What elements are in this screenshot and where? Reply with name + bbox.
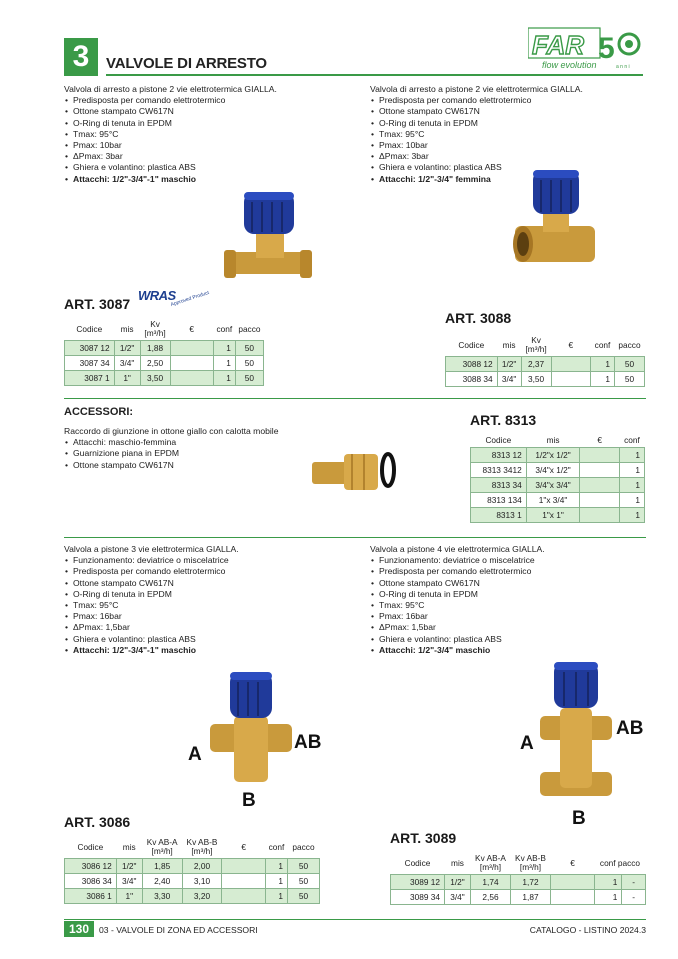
feature-item: • Ghiera e volantino: plastica ABS — [370, 634, 646, 645]
header-divider — [106, 74, 643, 76]
cell-price — [222, 889, 266, 904]
feature-item: • Ottone stampato CW617N — [64, 106, 354, 117]
cell-codice: 8313 34 — [471, 478, 527, 493]
col-header-euro: € — [568, 339, 574, 350]
cell-price — [551, 372, 590, 387]
cell-kv-ab-a: 1,85 — [142, 859, 182, 874]
feature-item: • Pmax: 16bar — [64, 611, 354, 622]
cell-codice: 3086 1 — [65, 889, 117, 904]
feature-item: • Predisposta per comando elettrotermico — [64, 566, 354, 577]
cell-price — [580, 508, 620, 523]
wras-badge-sub: Approved Product — [170, 289, 210, 309]
col-header-mis: mis — [451, 857, 464, 868]
kv-ab-a-label: Kv AB-A — [146, 837, 178, 847]
cell-pacco: - — [622, 890, 646, 905]
far-logo — [528, 22, 646, 74]
cell-kv-ab-a: 2,56 — [471, 890, 511, 905]
cell-conf: 1 — [620, 448, 645, 463]
feature-item: • Tmax: 95°C — [370, 600, 646, 611]
footer-catalog: CATALOGO - LISTINO 2024.3 — [529, 925, 646, 935]
cell-pacco: 50 — [235, 356, 263, 371]
feature-item: • Funzionamento: deviatrice o miscelatrice — [370, 555, 646, 566]
kv-unit: [m³/h] — [519, 862, 542, 872]
table-row — [391, 875, 646, 890]
cell-kv-ab-a: 3,30 — [142, 889, 182, 904]
cell-kv: 2,50 — [140, 356, 170, 371]
page-title: VALVOLE DI ARRESTO — [106, 55, 267, 72]
kv-unit: [m³/h] — [191, 846, 213, 856]
feature-item: • O-Ring di tenuta in EPDM — [370, 118, 646, 129]
art3088-title: ART. 3088 — [445, 310, 512, 326]
table-row — [471, 448, 645, 463]
col-header-kv-ab-a — [142, 836, 182, 859]
feature-item: • Ghiera e volantino: plastica ABS — [370, 162, 646, 173]
section-divider — [64, 537, 646, 538]
col-header-codice: Codice — [404, 857, 431, 868]
table-row — [65, 889, 320, 904]
cell-conf: 1 — [595, 890, 622, 905]
feature-item: • Tmax: 95°C — [64, 129, 354, 140]
cell-price — [580, 478, 620, 493]
cell-codice: 3088 34 — [446, 372, 498, 387]
cell-conf: 1 — [213, 371, 235, 386]
port-label-ab: AB — [616, 718, 644, 739]
col-header-codice: Codice — [76, 323, 103, 334]
cell-kv: 2,37 — [521, 357, 551, 372]
cell-conf: 1 — [213, 356, 235, 371]
cell-mis: 3/4" — [445, 890, 471, 905]
cell-price — [170, 341, 213, 356]
feature-item: • O-Ring di tenuta in EPDM — [370, 589, 646, 600]
table-row — [471, 463, 645, 478]
cell-mis: 1" — [116, 889, 142, 904]
art3086-description — [64, 544, 354, 656]
art3088-intro: Valvola di arresto a pistone 2 vie elettrotermica GIALLA. — [370, 84, 583, 94]
cell-mis: 3/4" — [116, 874, 142, 889]
cell-mis: 3/4" — [114, 356, 140, 371]
table-row — [471, 478, 645, 493]
cell-pacco: 50 — [235, 371, 263, 386]
feature-item: • O-Ring di tenuta in EPDM — [64, 118, 354, 129]
valve-3088-image — [505, 168, 605, 274]
col-header-mis: mis — [502, 339, 516, 350]
port-label-a: A — [520, 733, 534, 754]
feature-attacchi: • Attacchi: 1/2"-3/4" femmina — [370, 174, 646, 185]
cell-pacco: 50 — [288, 859, 320, 874]
feature-item: • ΔPmax: 3bar — [64, 151, 354, 162]
cell-price — [170, 356, 213, 371]
cell-codice: 3086 34 — [65, 874, 117, 889]
col-header-mis: mis — [120, 323, 134, 334]
cell-conf: 1 — [266, 874, 288, 889]
col-header-mis: mis — [546, 435, 560, 445]
cell-kv-ab-a: 1,74 — [471, 875, 511, 890]
valve-3089-image — [536, 660, 616, 810]
feature-item: • Tmax: 95°C — [370, 129, 646, 140]
feature-item: • ΔPmax: 3bar — [370, 151, 646, 162]
cell-kv-ab-b: 3,20 — [182, 889, 222, 904]
kv-unit: [m³/h] — [144, 328, 166, 338]
art3089-intro: Valvola a pistone 4 vie elettrotermica GIALLA. — [370, 544, 545, 554]
section-divider — [64, 398, 646, 399]
col-header-kv-ab-a — [471, 852, 511, 875]
cell-mis: 3/4"x 1/2" — [526, 463, 580, 478]
cell-mis: 1/2"x 1/2" — [526, 448, 580, 463]
art3086-table — [64, 836, 320, 904]
cell-mis: 3/4"x 3/4" — [526, 478, 580, 493]
cell-kv-ab-b: 1,72 — [511, 875, 551, 890]
col-header-kv-ab-b — [182, 836, 222, 859]
cell-codice: 3087 12 — [65, 341, 115, 356]
col-header-pacco: pacco — [618, 339, 641, 350]
cell-price — [580, 493, 620, 508]
col-header-conf: conf — [216, 323, 233, 334]
kv-label: Kv — [531, 335, 541, 345]
cell-price — [222, 874, 266, 889]
cell-conf: 1 — [620, 508, 645, 523]
cell-pacco: 50 — [615, 357, 645, 372]
feature-attacchi: • Attacchi: 1/2"-3/4" maschio — [370, 645, 646, 656]
kv-ab-a-label: Kv AB-A — [475, 853, 506, 863]
cell-codice: 8313 3412 — [471, 463, 527, 478]
cell-codice: 3086 12 — [65, 859, 117, 874]
art8313-title: ART. 8313 — [470, 412, 537, 428]
cell-conf: 1 — [620, 478, 645, 493]
col-header-pacco: pacco — [292, 841, 315, 852]
cell-mis: 1/2" — [116, 859, 142, 874]
art3087-table — [64, 318, 264, 386]
cell-codice: 8313 1 — [471, 508, 527, 523]
art8313-table — [470, 434, 645, 523]
cell-mis: 1/2" — [114, 341, 140, 356]
cell-codice: 8313 12 — [471, 448, 527, 463]
cell-kv-ab-b: 3,10 — [182, 874, 222, 889]
cell-mis: 3/4" — [497, 372, 521, 387]
cell-pacco: - — [622, 875, 646, 890]
col-header-codice: Codice — [485, 435, 512, 445]
table-row — [65, 371, 264, 386]
port-label-ab: AB — [294, 732, 322, 753]
logo-brand: FAR — [532, 30, 584, 60]
cell-codice: 3089 12 — [391, 875, 445, 890]
port-label-b: B — [572, 808, 586, 829]
cell-mis: 1/2" — [445, 875, 471, 890]
feature-item: • Ottone stampato CW617N — [370, 578, 646, 589]
feature-item: • Pmax: 10bar — [64, 140, 354, 151]
col-header-codice: Codice — [77, 841, 104, 852]
col-header-conf: conf — [624, 435, 640, 445]
feature-item: • Predisposta per comando elettrotermico — [64, 95, 354, 106]
feature-item: • Ottone stampato CW617N — [64, 578, 354, 589]
cell-price — [222, 859, 266, 874]
art3087-description — [64, 84, 354, 185]
kv-label: Kv — [150, 319, 160, 329]
col-header-codice: Codice — [458, 339, 485, 350]
cell-conf: 1 — [591, 372, 615, 387]
cell-mis: 1" — [114, 371, 140, 386]
cell-conf: 1 — [266, 859, 288, 874]
accessori-description — [64, 426, 334, 471]
svg-text:5: 5 — [598, 32, 615, 65]
feature-attacchi: • Attacchi: 1/2"-3/4"-1" maschio — [64, 645, 354, 656]
col-header-pacco: pacco — [238, 323, 261, 334]
kv-ab-b-label: Kv AB-B — [515, 853, 546, 863]
cell-conf: 1 — [620, 463, 645, 478]
cell-codice: 3087 1 — [65, 371, 115, 386]
table-row — [446, 357, 645, 372]
table-row — [471, 493, 645, 508]
cell-conf: 1 — [591, 357, 615, 372]
cell-kv-ab-a: 2,40 — [142, 874, 182, 889]
col-header-kv — [521, 334, 551, 357]
cell-mis: 1/2" — [497, 357, 521, 372]
art3089-table — [390, 852, 646, 905]
page-number: 130 — [64, 921, 94, 937]
cell-price — [551, 357, 590, 372]
cell-kv: 3,50 — [140, 371, 170, 386]
kv-unit: [m³/h] — [151, 846, 173, 856]
logo-tagline: flow evolution — [542, 60, 597, 70]
feature-item: • ΔPmax: 1,5bar — [64, 622, 354, 633]
feature-item: • Ottone stampato CW617N — [64, 460, 334, 471]
col-header-euro: € — [570, 857, 575, 868]
cell-mis: 1"x 1" — [526, 508, 580, 523]
col-header-mis: mis — [122, 841, 136, 852]
accessori-intro: Raccordo di giunzione in ottone giallo con calotta mobile — [64, 426, 279, 436]
feature-item: • Guarnizione piana in EPDM — [64, 448, 334, 459]
cell-conf: 1 — [213, 341, 235, 356]
cell-price — [170, 371, 213, 386]
cell-pacco: 50 — [288, 889, 320, 904]
kv-ab-b-label: Kv AB-B — [186, 837, 218, 847]
fitting-8313-image — [310, 446, 400, 496]
kv-unit: [m³/h] — [525, 344, 547, 354]
kv-unit: [m³/h] — [479, 862, 502, 872]
table-row — [65, 874, 320, 889]
feature-item: • Funzionamento: deviatrice o miscelatrice — [64, 555, 354, 566]
cell-price — [551, 875, 595, 890]
footer-divider — [64, 919, 646, 920]
cell-price — [551, 890, 595, 905]
col-header-euro: € — [189, 323, 194, 334]
table-row — [65, 356, 264, 371]
footer-section: 03 - VALVOLE DI ZONA ED ACCESSORI — [99, 925, 258, 935]
art3087-intro: Valvola di arresto a pistone 2 vie elettrotermica GIALLA. — [64, 84, 277, 94]
col-header-euro: € — [597, 435, 602, 445]
port-label-a: A — [188, 744, 202, 765]
feature-item: • O-Ring di tenuta in EPDM — [64, 589, 354, 600]
table-row — [471, 508, 645, 523]
accessori-heading: ACCESSORI: — [64, 406, 134, 418]
feature-item: • Pmax: 16bar — [370, 611, 646, 622]
art3086-intro: Valvola a pistone 3 vie elettrotermica GIALLA. — [64, 544, 239, 554]
cell-pacco: 50 — [615, 372, 645, 387]
cell-kv: 3,50 — [521, 372, 551, 387]
cell-conf: 1 — [595, 875, 622, 890]
cell-kv-ab-b: 2,00 — [182, 859, 222, 874]
valve-3087-image — [222, 182, 314, 290]
cell-conf: 1 — [266, 889, 288, 904]
cell-mis: 1"x 3/4" — [526, 493, 580, 508]
table-row — [65, 859, 320, 874]
cell-pacco: 50 — [235, 341, 263, 356]
col-header-conf-pacco: conf pacco — [599, 857, 641, 868]
table-row — [446, 372, 645, 387]
feature-item: • Predisposta per comando elettrotermico — [370, 566, 646, 577]
art3089-description — [370, 544, 646, 656]
cell-kv: 1,88 — [140, 341, 170, 356]
table-row — [65, 341, 264, 356]
feature-item: • Ghiera e volantino: plastica ABS — [64, 634, 354, 645]
art3089-title: ART. 3089 — [390, 830, 457, 846]
feature-item: • Pmax: 10bar — [370, 140, 646, 151]
port-label-b: B — [242, 790, 256, 811]
col-header-kv-ab-b — [511, 852, 551, 875]
cell-codice: 3088 12 — [446, 357, 498, 372]
cell-conf: 1 — [620, 493, 645, 508]
logo-sub: a n n i — [616, 64, 630, 70]
feature-item: • Ottone stampato CW617N — [370, 106, 646, 117]
section-number: 3 — [64, 38, 98, 76]
cell-codice: 3089 34 — [391, 890, 445, 905]
feature-item: • Ghiera e volantino: plastica ABS — [64, 162, 354, 173]
feature-item: • ΔPmax: 1,5bar — [370, 622, 646, 633]
wras-badge: WRAS — [138, 288, 176, 303]
cell-price — [580, 448, 620, 463]
cell-kv-ab-b: 1,87 — [511, 890, 551, 905]
art3088-table — [445, 334, 645, 387]
feature-item: • Tmax: 95°C — [64, 600, 354, 611]
cell-codice: 8313 134 — [471, 493, 527, 508]
table-row — [391, 890, 646, 905]
valve-3086-image — [208, 668, 294, 788]
cell-codice: 3087 34 — [65, 356, 115, 371]
col-header-conf: conf — [594, 339, 611, 350]
art3087-title: ART. 3087 — [64, 296, 131, 312]
col-header-conf: conf — [268, 841, 285, 852]
feature-item: • Attacchi: maschio-femmina — [64, 437, 334, 448]
feature-item: • Predisposta per comando elettrotermico — [370, 95, 646, 106]
art3086-title: ART. 3086 — [64, 814, 131, 830]
cell-pacco: 50 — [288, 874, 320, 889]
col-header-kv — [140, 318, 170, 341]
col-header-euro: € — [241, 841, 247, 852]
feature-attacchi: • Attacchi: 1/2"-3/4"-1" maschio — [64, 174, 354, 185]
cell-price — [580, 463, 620, 478]
